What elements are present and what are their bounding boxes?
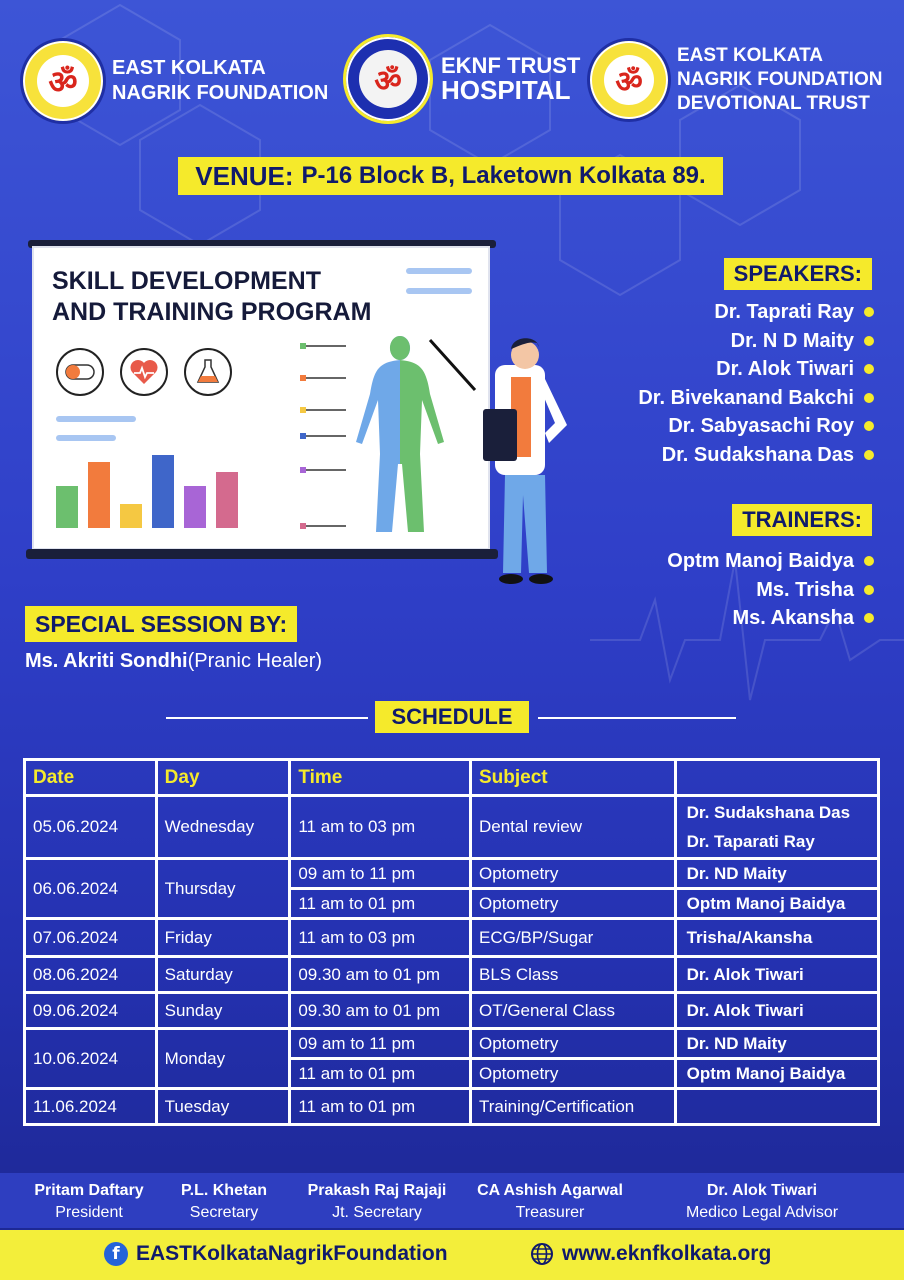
time-cell: 11 am to 01 pm — [290, 889, 471, 919]
speaker-name: Dr. Bivekanand Bakchi — [638, 386, 854, 409]
bullet-icon — [864, 393, 874, 403]
day-cell: Sunday — [156, 993, 290, 1029]
bullet-icon — [864, 556, 874, 566]
table-row — [25, 859, 879, 889]
schedule-heading — [375, 701, 529, 733]
flask-icon — [184, 348, 232, 396]
bullet-icon — [864, 336, 874, 346]
faculty-cell — [675, 796, 878, 859]
faculty-cell: Dr. Alok Tiwari — [675, 993, 878, 1029]
trainer-name: Ms. Akansha — [732, 607, 854, 629]
pill-icon — [56, 348, 104, 396]
logo-line: NAGRIK FOUNDATION — [677, 68, 883, 90]
logo-line: NAGRIK FOUNDATION — [112, 82, 329, 104]
speaker-item — [638, 384, 874, 413]
logo-line: EKNF TRUST — [441, 53, 581, 78]
table-row — [25, 1029, 879, 1059]
bullet-icon — [864, 421, 874, 431]
day-cell: Monday — [156, 1029, 290, 1089]
logo-line: DEVOTIONAL TRUST — [677, 93, 870, 115]
table-row — [25, 919, 879, 957]
faculty-cell: Dr. ND Maity — [675, 1029, 878, 1059]
globe-icon — [530, 1242, 554, 1266]
speaker-name: Dr. Sabyasachi Roy — [668, 415, 854, 437]
bullet-icon — [864, 450, 874, 460]
officer-title: Medico Legal Advisor — [685, 1204, 839, 1221]
officer-title: Secretary — [189, 1204, 259, 1221]
faculty-cell: Dr. ND Maity — [675, 859, 878, 889]
facebook-link[interactable] — [104, 1242, 448, 1266]
column-header: Day — [156, 760, 290, 796]
venue-address: P-16 Block B, Laketown Kolkata 89. — [301, 162, 706, 189]
column-header: Subject — [470, 760, 675, 796]
venue-banner — [178, 157, 723, 195]
officer-treasurer — [466, 1180, 634, 1224]
speaker-item — [638, 298, 874, 327]
program-title — [52, 266, 371, 329]
date-cell: 09.06.2024 — [25, 993, 157, 1029]
time-cell: 11 am to 01 pm — [290, 1089, 471, 1125]
speaker-item — [638, 355, 874, 384]
trainers-heading-text: TRAINERS: — [742, 507, 862, 532]
subject-cell: Dental review — [470, 796, 675, 859]
time-cell: 11 am to 03 pm — [290, 796, 471, 859]
facebook-handle: EASTKolkataNagrikFoundation — [136, 1242, 448, 1265]
day-cell: Friday — [156, 919, 290, 957]
date-cell: 06.06.2024 — [25, 859, 157, 919]
logo-east-kolkata-nagrik-foundation — [20, 38, 328, 124]
speakers-heading — [724, 258, 872, 290]
faculty-cell: Trisha/Akansha — [675, 919, 878, 957]
table-row — [25, 1089, 879, 1125]
om-seal-icon: ॐ — [20, 38, 106, 124]
date-cell: 05.06.2024 — [25, 796, 157, 859]
divider-line — [166, 717, 368, 719]
officer-title: President — [55, 1204, 123, 1221]
time-cell: 11 am to 03 pm — [290, 919, 471, 957]
om-seal-icon: ॐ — [587, 38, 671, 122]
faculty-cell: Dr. Alok Tiwari — [675, 957, 878, 993]
officer-secretary — [168, 1180, 280, 1224]
bullet-icon — [864, 585, 874, 595]
special-session-role: (Pranic Healer) — [187, 650, 323, 672]
subject-cell: Training/Certification — [470, 1089, 675, 1125]
speakers-heading-text: SPEAKERS: — [733, 261, 862, 286]
officer-medico-legal-advisor — [666, 1180, 858, 1224]
hospital-seal-icon: ॐ — [343, 34, 433, 124]
bullet-icon — [864, 613, 874, 623]
faculty-cell — [675, 1089, 878, 1125]
subject-cell: Optometry — [470, 1059, 675, 1089]
speaker-name: Dr. Taprati Ray — [714, 301, 854, 323]
column-header: Date — [25, 760, 157, 796]
speaker-item — [638, 327, 874, 356]
time-cell: 11 am to 01 pm — [290, 1059, 471, 1089]
subject-cell: ECG/BP/Sugar — [470, 919, 675, 957]
logo-line: EAST KOLKATA — [677, 44, 824, 66]
speaker-name: Dr. Sudakshana Das — [661, 443, 854, 466]
speaker-item — [638, 441, 874, 470]
officer-name: Pritam Daftary — [34, 1182, 144, 1199]
column-header — [675, 760, 878, 796]
faculty-cell: Optm Manoj Baidya — [675, 1059, 878, 1089]
day-cell: Saturday — [156, 957, 290, 993]
time-cell: 09 am to 11 pm — [290, 1029, 471, 1059]
heart-rate-icon — [120, 348, 168, 396]
day-cell: Wednesday — [156, 796, 290, 859]
faculty-cell: Optm Manoj Baidya — [675, 889, 878, 919]
website-url: www.eknfkolkata.org — [562, 1242, 772, 1265]
logo-eknf-trust-hospital — [343, 34, 580, 124]
special-session-heading — [25, 606, 297, 642]
logo-eknf-devotional-trust — [587, 38, 882, 122]
trainer-item — [667, 547, 874, 576]
officer-name: P.L. Khetan — [181, 1182, 267, 1199]
trainer-item — [667, 604, 874, 633]
column-header: Time — [290, 760, 471, 796]
table-row — [25, 993, 879, 1029]
officer-title: Treasurer — [515, 1204, 585, 1221]
schedule-heading-text: SCHEDULE — [391, 704, 513, 729]
date-cell: 10.06.2024 — [25, 1029, 157, 1089]
speaker-item — [638, 412, 874, 441]
website-link[interactable] — [530, 1242, 771, 1266]
time-cell: 09 am to 11 pm — [290, 859, 471, 889]
subject-cell: OT/General Class — [470, 993, 675, 1029]
subject-cell: Optometry — [470, 1029, 675, 1059]
logo-line: EAST KOLKATA — [112, 57, 266, 79]
logo-line: HOSPITAL — [441, 75, 571, 105]
subject-cell: Optometry — [470, 859, 675, 889]
table-header-row — [25, 760, 879, 796]
whiteboard — [32, 246, 490, 550]
bullet-icon — [864, 364, 874, 374]
trainers-list — [667, 547, 874, 633]
trainer-item — [667, 576, 874, 605]
officer-name: Prakash Raj Rajaji — [307, 1182, 447, 1199]
subject-cell: Optometry — [470, 889, 675, 919]
speaker-name: Dr. N D Maity — [730, 329, 854, 352]
program-title-line: AND TRAINING PROGRAM — [52, 298, 372, 327]
trainer-name: Optm Manoj Baidya — [667, 550, 854, 572]
divider-line — [538, 717, 736, 719]
contact-bar — [0, 1230, 904, 1280]
officer-jt-secretary — [294, 1180, 460, 1224]
date-cell: 11.06.2024 — [25, 1089, 157, 1125]
special-session-heading-text: SPECIAL SESSION BY: — [35, 610, 288, 637]
day-cell: Tuesday — [156, 1089, 290, 1125]
day-cell: Thursday — [156, 859, 290, 919]
special-session-speaker — [25, 650, 322, 673]
speaker-name: Dr. Alok Tiwari — [716, 358, 854, 380]
officer-name: Dr. Alok Tiwari — [706, 1182, 818, 1199]
officer-president — [20, 1180, 158, 1224]
faculty-name: Dr. Sudakshana Das — [686, 803, 851, 822]
date-cell: 08.06.2024 — [25, 957, 157, 993]
time-cell: 09.30 am to 01 pm — [290, 957, 471, 993]
doctor-illustration — [425, 335, 585, 585]
schedule-table — [23, 758, 880, 1126]
time-cell: 09.30 am to 01 pm — [290, 993, 471, 1029]
officer-title: Jt. Secretary — [332, 1204, 422, 1221]
table-row — [25, 796, 879, 859]
trainer-name: Ms. Trisha — [756, 578, 854, 601]
date-cell: 07.06.2024 — [25, 919, 157, 957]
venue-label: VENUE: — [195, 160, 294, 191]
special-session-name: Ms. Akriti Sondhi — [25, 650, 188, 672]
table-row — [25, 957, 879, 993]
faculty-name: Dr. Taparati Ray — [686, 832, 815, 851]
speakers-list — [638, 298, 874, 469]
bullet-icon — [864, 307, 874, 317]
trainers-heading — [732, 504, 872, 536]
subject-cell: BLS Class — [470, 957, 675, 993]
officer-name: CA Ashish Agarwal — [477, 1182, 623, 1199]
facebook-icon: f — [104, 1242, 128, 1266]
program-title-line: SKILL DEVELOPMENT — [52, 267, 322, 295]
